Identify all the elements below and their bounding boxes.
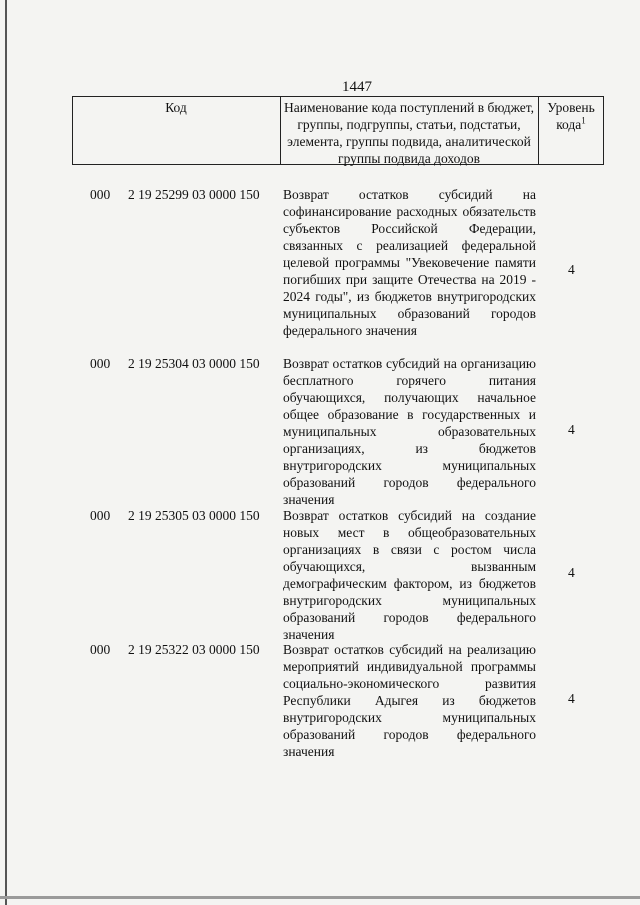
header-top-border bbox=[72, 96, 604, 97]
row-level: 4 bbox=[568, 262, 575, 277]
page-number: 1447 bbox=[342, 79, 372, 95]
scan-edge-bottom bbox=[0, 896, 640, 899]
row-income-code: 2 19 25322 03 0000 150 bbox=[128, 642, 260, 657]
row-level: 4 bbox=[568, 565, 575, 580]
row-admin-code: 000 bbox=[90, 356, 111, 371]
row-level: 4 bbox=[568, 422, 575, 437]
row-income-name: Возврат остатков субсидий на организацию бесплатного горячего питания обучающихся, получающих начальное общее образование в государственных и муниципальных образовательных организациях, из бюджетов внутригородских муниципальных образований городов федерального значения bbox=[283, 356, 536, 507]
row-income-code: 2 19 25299 03 0000 150 bbox=[128, 187, 260, 202]
row-income-name: Возврат остатков субсидий на софинансирование расходных обязательств субъектов Российской Федерации, связанных с реализацией федеральной целевой программы "Увековечение памяти погибших при защите Отечества на 2019 - 2024 годы", из бюджетов внутригородских муниципальных образований городов федерального значения bbox=[283, 187, 536, 338]
scan-edge-left bbox=[5, 0, 7, 905]
header-level bbox=[538, 99, 604, 133]
row-admin-code: 000 bbox=[90, 508, 111, 523]
header-name: Наименование кода поступлений в бюджет, группы, подгруппы, статьи, подстатьи, элемента, группы подвида, аналитической группы подвида доходов bbox=[283, 100, 534, 166]
row-admin-code: 000 bbox=[90, 187, 111, 202]
row-income-name: Возврат остатков субсидий на создание новых мест в общеобразовательных организациях в связи с ростом числа обучающихся, вызванным демографическим фактором, из бюджетов внутригородских муниципальных образований городов федерального значения bbox=[283, 508, 536, 642]
header-level-label: Уровень кода bbox=[547, 100, 595, 132]
header-code: Код bbox=[165, 100, 187, 115]
table-header bbox=[72, 96, 604, 165]
row-income-code: 2 19 25305 03 0000 150 bbox=[128, 508, 260, 523]
header-level-footnote: 1 bbox=[581, 115, 586, 126]
row-income-name: Возврат остатков субсидий на реализацию мероприятий индивидуальной программы социально-экономического развития Республики Адыгея из бюджетов внутригородских муниципальных образований городов федерального значения bbox=[283, 642, 536, 759]
row-income-code: 2 19 25304 03 0000 150 bbox=[128, 356, 260, 371]
row-level: 4 bbox=[568, 691, 575, 706]
row-admin-code: 000 bbox=[90, 642, 111, 657]
